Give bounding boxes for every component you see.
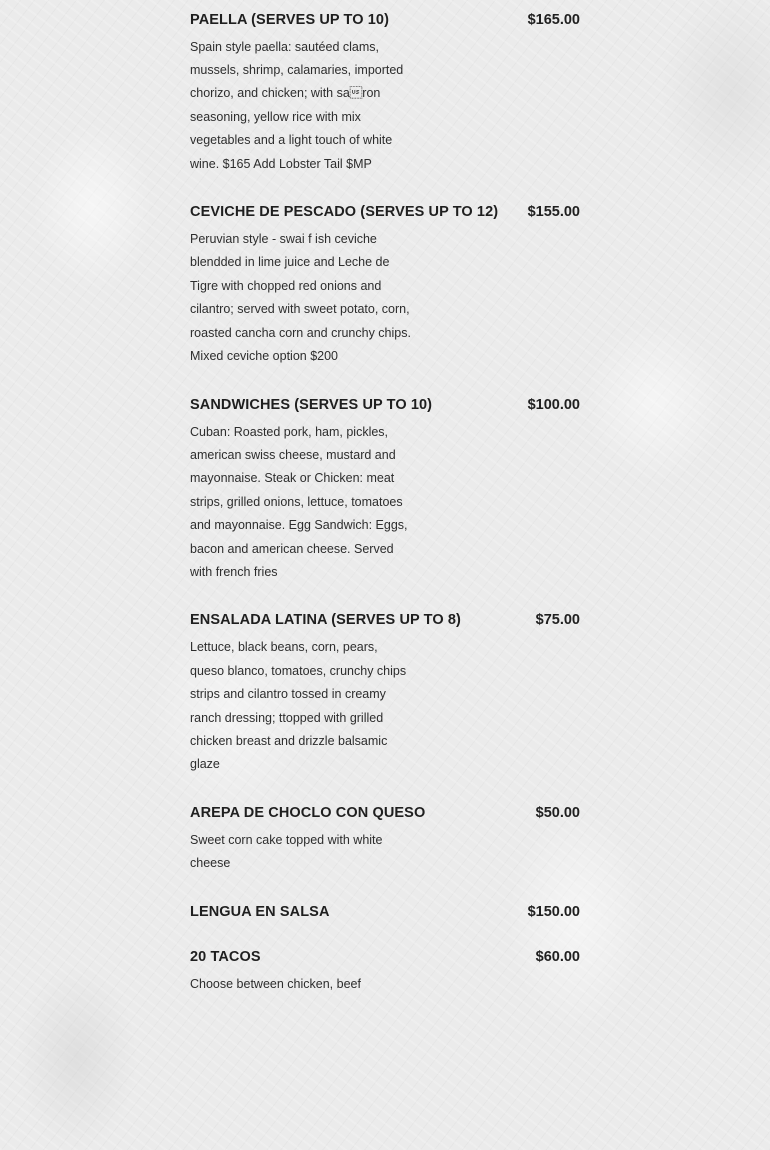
menu-item-name: ENSALADA LATINA (SERVES UP TO 8): [190, 612, 461, 629]
menu-item-name: SANDWICHES (SERVES UP TO 10): [190, 396, 433, 413]
menu-item-name: PAELLA (SERVES UP TO 10): [190, 11, 390, 28]
menu-item-price: $60.00: [535, 948, 580, 965]
menu-item-description: Lettuce, black beans, corn, pears, queso blanco, tomatoes, crunchy chips strips and cilantro tossed in creamy ranch dressing; ttopped with grilled chicken breast and drizzle balsamic glaze: [190, 640, 407, 772]
menu-item-price: $50.00: [535, 804, 580, 821]
menu-item-arepa: [190, 804, 580, 876]
menu-item-ceviche: [190, 203, 580, 368]
menu-item-description: Choose between chicken, beef: [190, 976, 361, 991]
menu-item-header: [190, 396, 580, 414]
menu-item-price: $165.00: [527, 11, 580, 28]
menu-item-price: $100.00: [527, 396, 580, 413]
menu-item-description: Cuban: Roasted pork, ham, pickles, american swiss cheese, mustard and mayonnaise. Steak or Chicken: meat strips, grilled onions, lettuce, tomatoes and mayonnaise. Egg Sandwich: Eggs, bacon and american cheese. Served with french fries: [190, 424, 408, 579]
menu-item-ensalada: [190, 611, 580, 776]
menu-item-paella: [190, 11, 580, 176]
menu-item-header: [190, 903, 580, 921]
menu-item-price: $75.00: [535, 612, 580, 629]
menu-item-name: LENGUA EN SALSA: [190, 903, 330, 920]
menu-item-name: AREPA DE CHOCLO CON QUESO: [190, 804, 426, 821]
menu-item-name: 20 TACOS: [190, 948, 261, 965]
menu-item-name: CEVICHE DE PESCADO (SERVES UP TO 12): [190, 204, 499, 221]
menu-item-lengua: [190, 903, 580, 921]
menu-item-description: Peruvian style - swai f ish ceviche blendded in lime juice and Leche de Tigre with chopped red onions and cilantro; served with sweet potato, corn, roasted cancha corn and crunchy chips. Mixed ceviche option $200: [190, 232, 411, 364]
menu-item-price: $155.00: [527, 204, 580, 221]
menu-item-header: [190, 611, 580, 629]
menu-item-description: Sweet corn cake topped with white cheese: [190, 832, 383, 871]
catering-menu: [190, 0, 580, 1023]
menu-item-price: $150.00: [527, 903, 580, 920]
menu-item-description: Spain style paella: sautéed clams, mussels, shrimp, calamaries, imported chorizo, and chicken; with sa ron seasoning, yellow rice with mix vegetables and a light touch of white wine. $165 Add Lobster Tail $MP: [190, 39, 404, 171]
menu-item-sandwiches: [190, 396, 580, 585]
menu-item-header: [190, 948, 580, 966]
menu-item-header: [190, 804, 580, 822]
menu-item-tacos: [190, 948, 580, 996]
menu-item-header: [190, 11, 580, 29]
menu-item-header: [190, 203, 580, 221]
